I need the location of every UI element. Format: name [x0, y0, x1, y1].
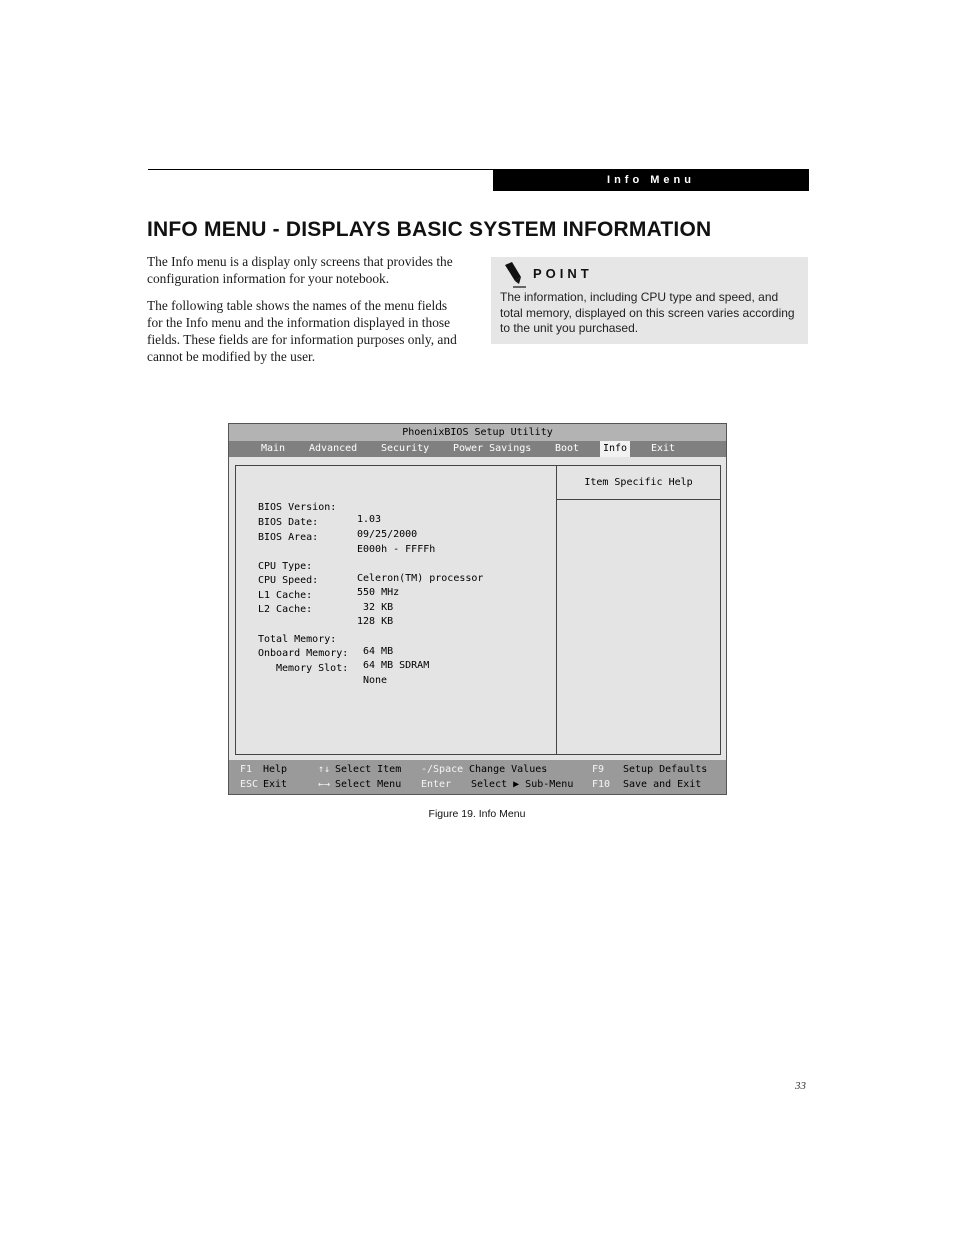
menu-power-savings[interactable]: Power Savings: [453, 443, 532, 454]
menu-main[interactable]: Main: [261, 443, 286, 454]
menu-info[interactable]: Info: [600, 441, 630, 457]
key-label: Enter: [421, 779, 452, 790]
intro-paragraph: The Info menu is a display only screens that provides the configuration information for your notebook.: [147, 254, 453, 286]
key-hint-action: Save and Exit: [623, 779, 702, 790]
key-label: F10: [592, 779, 611, 790]
field-value: Celeron(TM) processor: [357, 573, 484, 584]
key-hint-action: Select ▶ Sub-Menu: [471, 779, 574, 790]
bios-title: PhoenixBIOS Setup Utility: [229, 424, 726, 441]
field-label: BIOS Area:: [258, 532, 319, 543]
key-hint: [318, 779, 330, 791]
key-hint-action: Select Menu: [335, 779, 402, 790]
menu-exit[interactable]: Exit: [651, 443, 676, 454]
key-label: ←→: [318, 779, 331, 790]
key-label: F1: [240, 764, 253, 775]
help-title: Item Specific Help: [557, 466, 720, 500]
field-value: 550 MHz: [357, 587, 400, 598]
key-hint: [421, 764, 463, 776]
field-value: 32 KB: [357, 602, 394, 613]
key-hint-action: Exit: [263, 779, 288, 790]
key-label: ESC: [240, 779, 259, 790]
field-label: Total Memory:: [258, 634, 337, 645]
menu-security[interactable]: Security: [381, 443, 430, 454]
key-hint: [240, 779, 258, 791]
menu-boot[interactable]: Boot: [555, 443, 580, 454]
field-value: 64 MB: [363, 646, 394, 657]
header-rule: [148, 169, 494, 170]
page-number: 33: [795, 1080, 806, 1092]
field-label: CPU Speed:: [258, 575, 319, 586]
field-label: L2 Cache:: [258, 604, 313, 615]
field-value: 64 MB SDRAM: [363, 660, 430, 671]
key-hint-action: Change Values: [469, 764, 548, 775]
field-value: E000h - FFFFh: [357, 544, 436, 555]
pen-icon: [501, 261, 527, 289]
key-hint: [240, 764, 252, 776]
field-value: 09/25/2000: [357, 529, 418, 540]
key-label: F9: [592, 764, 605, 775]
point-text: The information, including CPU type and speed, and total memory, displayed on this screen varies according to the unit you purchased.: [500, 290, 795, 335]
field-label: BIOS Version:: [258, 502, 337, 513]
section-header-tab: Info Menu: [493, 169, 809, 191]
page-title: INFO MENU - DISPLAYS BASIC SYSTEM INFORMATION: [147, 218, 712, 241]
key-hint: [592, 764, 604, 776]
key-label: -/Space: [421, 764, 464, 775]
menu-advanced[interactable]: Advanced: [309, 443, 358, 454]
key-hint: [592, 779, 610, 791]
point-title: POINT: [533, 266, 593, 281]
field-label: L1 Cache:: [258, 590, 313, 601]
field-value: None: [363, 675, 388, 686]
field-value: 128 KB: [357, 616, 394, 627]
table-description-paragraph: The following table shows the names of the menu fields for the Info menu and the information displayed in those fields. These fields are for information purposes only, and cannot be modified by the user.: [147, 298, 457, 364]
key-hint-action: Help: [263, 764, 288, 775]
bios-key-legend: [229, 760, 726, 794]
field-label: Onboard Memory:: [258, 648, 349, 659]
field-value: 1.03: [357, 514, 382, 525]
field-label: BIOS Date:: [258, 517, 319, 528]
bios-menu-bar: [229, 441, 726, 457]
key-hint: [318, 764, 330, 776]
field-label: CPU Type:: [258, 561, 313, 572]
field-label: Memory Slot:: [276, 663, 349, 674]
bios-setup-screen: [228, 423, 727, 795]
key-hint-action: Setup Defaults: [623, 764, 708, 775]
bios-info-panel: [235, 465, 556, 755]
figure-caption: Figure 19. Info Menu: [428, 808, 526, 820]
key-label: ↑↓: [318, 764, 331, 775]
item-specific-help-panel: [556, 465, 721, 755]
key-hint: [421, 779, 451, 791]
key-hint-action: Select Item: [335, 764, 402, 775]
point-callout: [491, 257, 808, 344]
